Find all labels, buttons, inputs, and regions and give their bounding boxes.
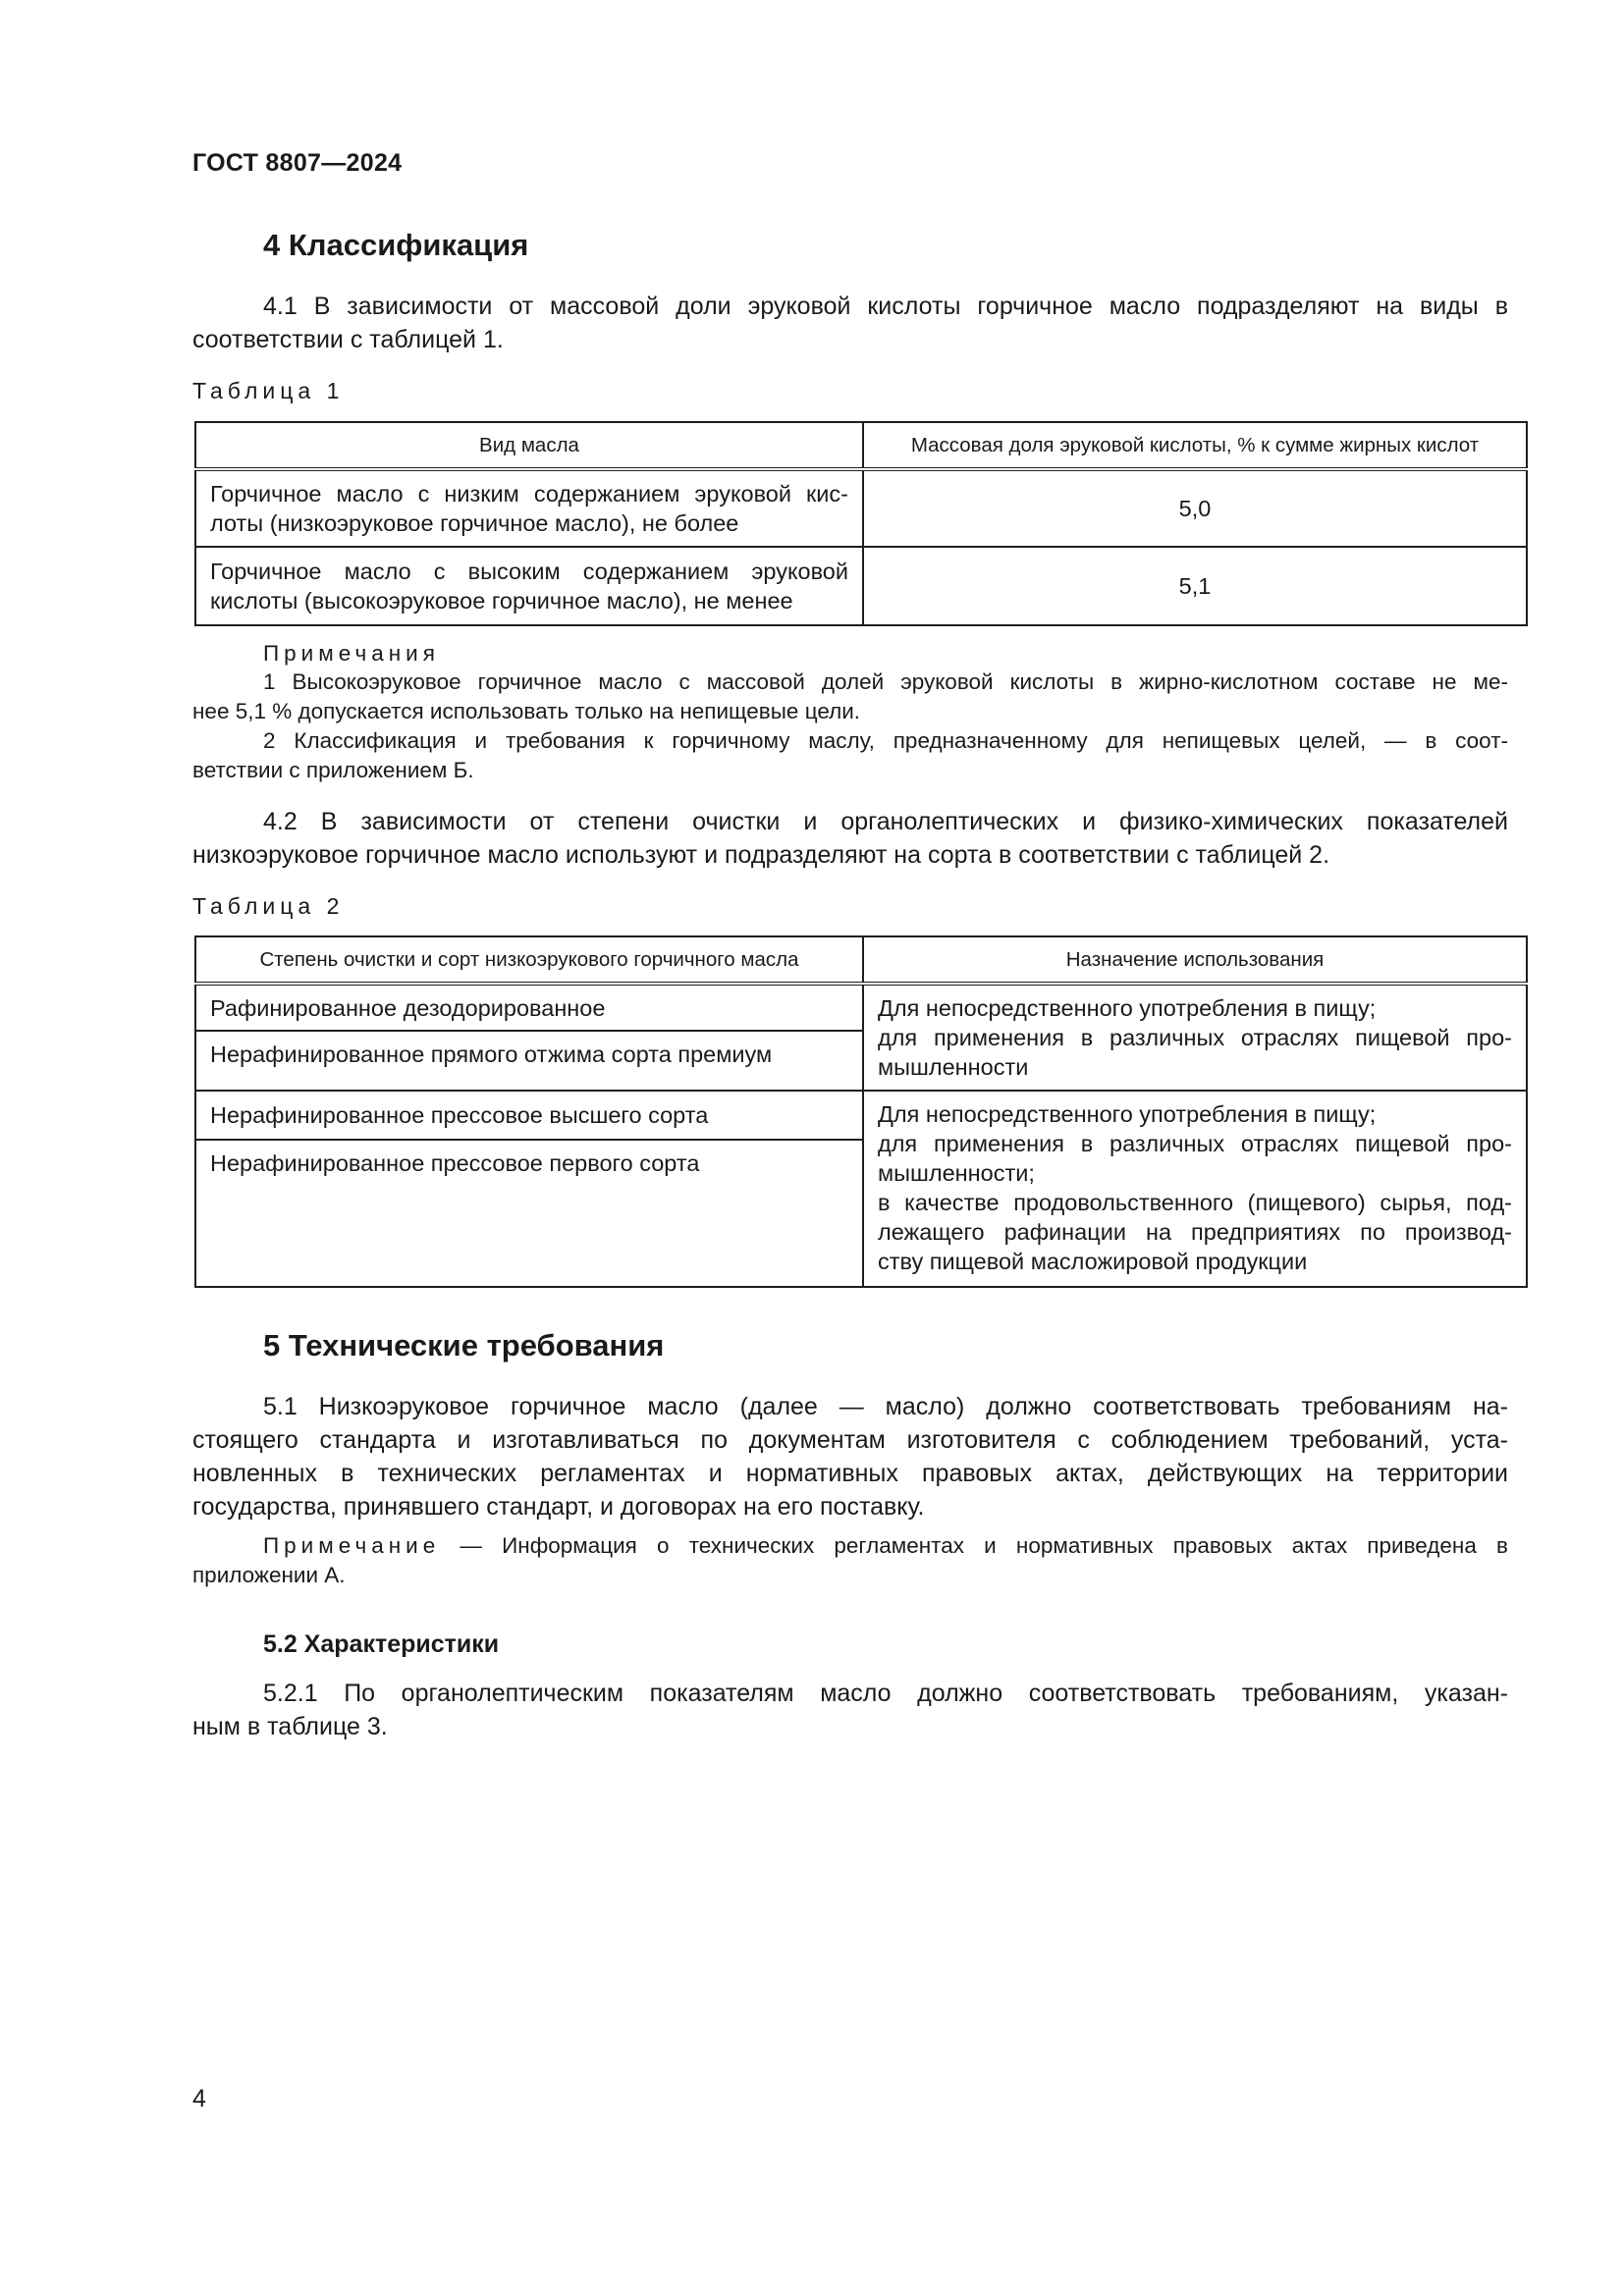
table-row — [195, 469, 1527, 547]
table-1-value-cell: 5,0 — [863, 469, 1527, 547]
table-1-caption: Таблица 1 — [192, 378, 345, 403]
table-2-header-row — [195, 936, 1527, 984]
note-2: 2 Классификация и требования к горчичному маслу, предназначенному для непищевых целей, — в соот- ветствии с приложением Б. — [192, 728, 1508, 782]
table-1-header-value: Массовая доля эруковой кислоты, % к сумме жирных кислот — [863, 422, 1527, 469]
table-2-header-purpose: Назначение использования — [863, 936, 1527, 984]
paragraph-5-1: 5.1 Низкоэруковое горчичное масло (далее — масло) должно соответствовать требованиям на- стоящего стандарта и изготавливаться по документам изготовителя с соблюдением требований, уста- новленных в технических регламентах и нормативных правовых актах, действующих на территории государства, принявшего стандарт, и договорах на его поставку. — [192, 1393, 1508, 1521]
page-number: 4 — [192, 2085, 206, 2112]
table-row — [195, 1091, 1527, 1140]
table-2-purpose-cell: Для непосредственного употребления в пищу; для применения в различных отраслях пищевой про- мышленности — [863, 984, 1527, 1091]
paragraph-5-2-1: 5.2.1 По органолептическим показателям масло должно соответствовать требованиям, указан- ным в таблице 3. — [192, 1680, 1508, 1740]
section-4-title: 4 Классификация — [263, 228, 529, 262]
document-code: ГОСТ 8807—2024 — [192, 149, 403, 177]
notes-label: Примечания — [263, 641, 440, 666]
subsection-5-2-title: 5.2 Характеристики — [263, 1630, 500, 1658]
table-row — [195, 984, 1527, 1031]
table-1-header-row — [195, 422, 1527, 469]
table-2-grade-cell: Нерафинированное прессовое первого сорта — [195, 1140, 863, 1287]
table-1-kind-cell: Горчичное масло с низким содержанием эруковой кис- лоты (низкоэруковое горчичное масло), не более — [195, 469, 863, 547]
table-1-kind-cell: Горчичное масло с высоким содержанием эруковой кислоты (высокоэруковое горчичное масло), не менее — [195, 547, 863, 625]
table-row — [195, 547, 1527, 625]
table-2-purpose-cell: Для непосредственного употребления в пищу; для применения в различных отраслях пищевой про- мышленности; в качестве продовольственного (пищевого) сырья, под- лежащего рафинации на предприятиях по производ- ству пищевой масложировой продукции — [863, 1091, 1527, 1287]
table-2-caption: Таблица 2 — [192, 893, 345, 919]
note-1: 1 Высокоэруковое горчичное масло с массовой долей эруковой кислоты в жирно-кислотном составе не ме- нее 5,1 % допускается использовать только на непищевые цели. — [192, 669, 1508, 723]
table-1-header-kind: Вид масла — [195, 422, 863, 469]
section-5-title: 5 Технические требования — [263, 1328, 665, 1362]
table-2 — [194, 935, 1528, 1288]
table-2-grade-cell: Рафинированное дезодорированное — [195, 984, 863, 1031]
paragraph-4-1: 4.1 В зависимости от массовой доли эруковой кислоты горчичное масло подразделяют на виды в соответствии с таблицей 1. — [192, 293, 1508, 353]
table-2-grade-cell: Нерафинированное прямого отжима сорта премиум — [195, 1031, 863, 1091]
table-2-header-grade: Степень очистки и сорт низкоэрукового горчичного масла — [195, 936, 863, 984]
paragraph-4-2: 4.2 В зависимости от степени очистки и органолептических и физико-химических показателей низкоэруковое горчичное масло используют и подразделяют на сорта в соответствии с таблицей 2. — [192, 808, 1508, 869]
table-2-grade-cell: Нерафинированное прессовое высшего сорта — [195, 1091, 863, 1140]
table-1-value-cell: 5,1 — [863, 547, 1527, 625]
section-5-note: Примечание — Информация о технических регламентах и нормативных правовых актах приведена в приложении А. — [192, 1533, 1508, 1587]
table-1 — [194, 421, 1528, 626]
